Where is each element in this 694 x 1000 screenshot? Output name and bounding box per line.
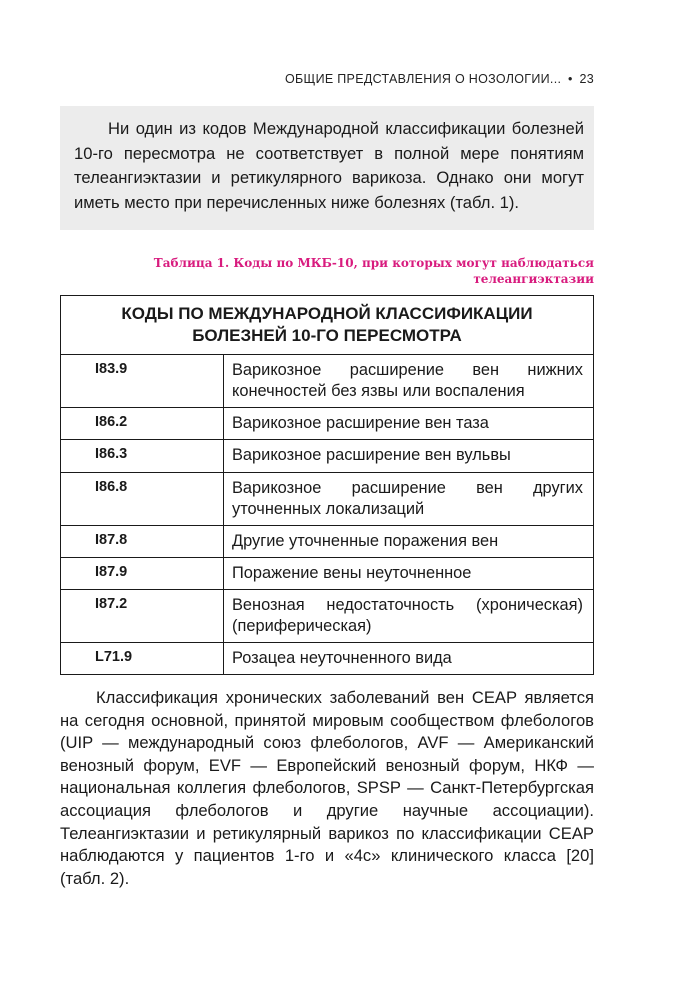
ceap-paragraph: Классификация хронических заболеваний вен CEAP является на сегодня основной, принятой мировым сообществом флебологов (UIP — международный союз флебологов, AVF — Американский венозный форум, EVF — Европейский венозный форум, НКФ — национальная коллегия флебологов, SPSP — Санкт-Петербургская ассоциация флебологов и другие научные ассоциации). Телеангиэктазии и ретикулярный варикоз по классификации CEAP наблюдаются у пациентов 1-го и «4с» клинического класса [20] (табл. 2). [60, 688, 594, 888]
table-caption-line1: Таблица 1. Коды по МКБ-10, при которых могут наблюдаться [153, 256, 594, 270]
table-row [61, 590, 594, 643]
table-row [61, 440, 594, 473]
icd-description-cell: Варикозное расширение вен таза [224, 408, 594, 440]
table-row [61, 408, 594, 440]
icd-code-cell: L71.9 [61, 643, 224, 675]
table-row [61, 355, 594, 408]
icd-description-cell: Розацеа неуточненного вида [224, 643, 594, 675]
icd-code-cell: I86.2 [61, 408, 224, 440]
icd-description-cell: Варикозное расширение вен вульвы [224, 440, 594, 473]
page-number: 23 [579, 72, 594, 86]
intro-paragraph: Ни один из кодов Международной классификации болезней 10-го пересмотра не соответствует в полной мере понятиям телеангиэктазии и ретикулярного варикоза. Однако они могут иметь место при перечисленных ниже болезнях (табл. 1). [74, 119, 584, 212]
icd-code-cell: I86.3 [61, 440, 224, 473]
table-row [61, 643, 594, 675]
running-title: ОБЩИЕ ПРЕДСТАВЛЕНИЯ О НОЗОЛОГИИ... [285, 72, 562, 86]
icd-description-cell: Поражение вены неуточненное [224, 558, 594, 590]
table-header-line1: КОДЫ ПО МЕЖДУНАРОДНОЙ КЛАССИФИКАЦИИ [121, 304, 533, 323]
icd-description-cell: Другие уточненные поражения вен [224, 526, 594, 558]
icd-code-cell: I87.8 [61, 526, 224, 558]
running-header [285, 72, 594, 86]
icd-code-cell: I86.8 [61, 473, 224, 526]
icd10-codes-table [60, 295, 594, 675]
intro-callout-box [60, 106, 594, 230]
table-row [61, 526, 594, 558]
table-header-line2: БОЛЕЗНЕЙ 10-ГО ПЕРЕСМОТРА [192, 326, 462, 345]
icd-code-cell: I87.2 [61, 590, 224, 643]
icd-description-cell: Варикозное расширение вен других уточненных локализаций [224, 473, 594, 526]
header-separator: • [568, 72, 573, 86]
icd-description-cell: Варикозное расширение вен нижних конечностей без язвы или воспаления [224, 355, 594, 408]
table-caption [100, 256, 594, 287]
icd-code-cell: I87.9 [61, 558, 224, 590]
table-row [61, 558, 594, 590]
icd-description-cell: Венозная недостаточность (хроническая) (периферическая) [224, 590, 594, 643]
table-row [61, 473, 594, 526]
icd-code-cell: I83.9 [61, 355, 224, 408]
table-header-cell [61, 296, 594, 355]
table-caption-line2: телеангиэктазии [473, 271, 594, 286]
table-header-row [61, 296, 594, 355]
